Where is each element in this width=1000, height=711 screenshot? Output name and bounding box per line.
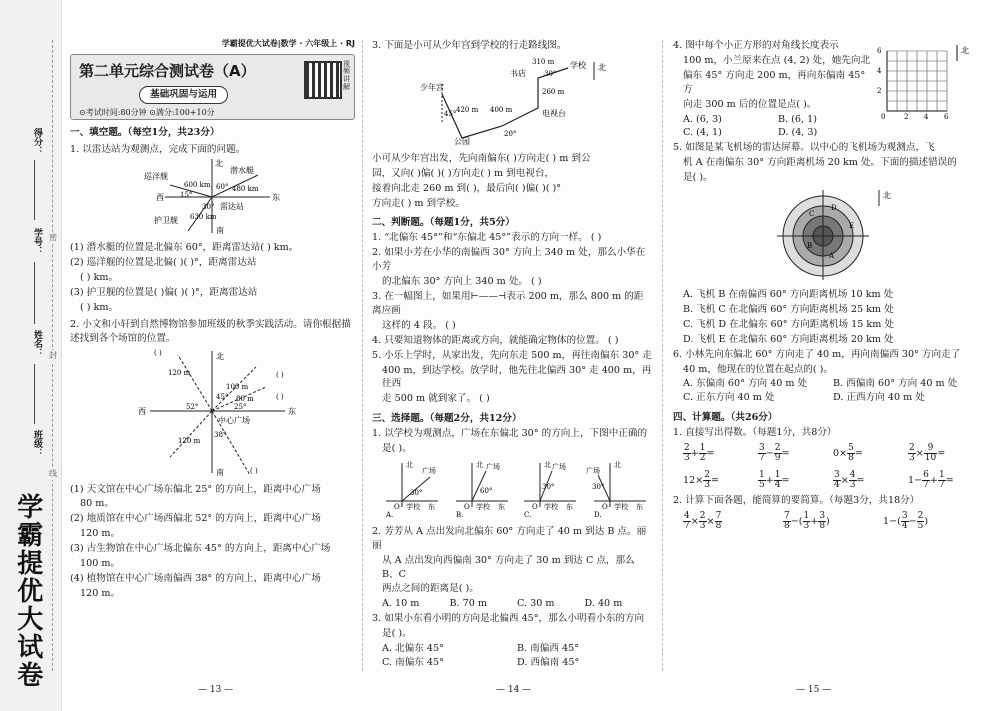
question-text: 1. 直接写出得数。（每题1分，共8分）	[673, 427, 837, 439]
distance-label: 630 km	[190, 213, 217, 222]
score-label: 得分：	[32, 128, 43, 155]
question-text: 是( )。	[382, 628, 412, 640]
distance-label: 310 m	[532, 57, 555, 66]
question-text: 100 m，小兰原来在点 (4, 2) 处，她先向北	[683, 54, 871, 66]
svg-text:O: O	[602, 502, 608, 511]
option[interactable]: D. 正西方向 40 m 处	[833, 392, 925, 404]
east-label: 东	[288, 406, 296, 416]
angle-label: 30°	[544, 69, 557, 78]
column-2	[372, 38, 652, 670]
svg-text:30°: 30°	[410, 488, 423, 497]
plane-label: A	[829, 252, 835, 261]
column-divider	[362, 40, 363, 671]
svg-text:北: 北	[614, 460, 621, 469]
south-label: 南	[216, 467, 224, 477]
calculation-row	[683, 512, 983, 531]
column-divider	[662, 40, 663, 671]
plane-label: C	[809, 210, 815, 219]
question-text: 1. 以雷达站为观测点，完成下面的问题。	[70, 143, 246, 155]
svg-text:A.: A.	[386, 510, 394, 519]
question-text: 3. 在一幅图上，如果用⊢——⊣表示 200 m，那么 800 m 的距离应画	[372, 290, 644, 316]
svg-text:东: 东	[636, 502, 643, 511]
svg-text:30°: 30°	[592, 482, 605, 491]
option[interactable]: D. 飞机 E 在北偏东 60° 方向距离机场 20 km 处	[683, 333, 894, 345]
submarine-label: 潜水艇	[230, 166, 254, 176]
math-item: $\frac{3}{7}$ − $\frac{2}{9}$ =	[759, 443, 790, 464]
question-text: 从 A 点出发向西偏南 30° 方向走了 30 m 到达 C 点，那么 B、C	[382, 554, 635, 580]
distance-label: 260 m	[542, 87, 565, 96]
question-text: 走 500 m 就到家了。 ( )	[382, 393, 490, 405]
angle-label: 20°	[504, 129, 517, 138]
school-label: 学校	[570, 60, 586, 70]
svg-text:学校: 学校	[406, 502, 420, 511]
north-label: 北	[598, 62, 606, 72]
student-no-label: 学号：	[32, 228, 43, 255]
angle-label: 60°	[216, 183, 229, 192]
svg-text:B.: B.	[456, 510, 464, 519]
svg-text:4: 4	[877, 67, 882, 75]
svg-text:6: 6	[877, 47, 882, 55]
question-text: ( ) km。	[80, 301, 119, 313]
svg-text:北: 北	[406, 460, 413, 469]
question-text: (2) 地质馆在中心广场西偏北 52° 的方向上，距离中心广场	[70, 513, 321, 525]
question-text: 向走 300 m 后的位置是点( )。	[683, 98, 817, 110]
option[interactable]: C. 南偏东 45°	[382, 657, 444, 668]
question-text: 40 m，他现在的位置在起点的( )。	[683, 363, 834, 375]
section-heading: 三、选择题。（每题2分，共12分）	[372, 413, 522, 425]
option[interactable]: C. 飞机 D 在北偏东 60° 方向距离机场 15 km 处	[683, 318, 894, 330]
option[interactable]: C. 30 m	[517, 598, 555, 610]
title-box	[70, 54, 355, 120]
svg-text:广场: 广场	[422, 466, 436, 475]
cut-mark: 线	[49, 469, 57, 478]
answer-blank: ( )	[154, 348, 162, 357]
option[interactable]: D. 西偏南 45°	[517, 657, 580, 668]
math-item: $\frac{7}{8}$ −( $\frac{1}{3}$ + $\frac{3}{8}$ )	[784, 510, 830, 531]
brand-logo: 学霸提优大试卷	[12, 493, 43, 689]
question-text: 6. 小林先向东偏北 60° 方向走了 40 m，再向南偏西 30° 方向走了	[673, 348, 961, 360]
west-label: 西	[138, 406, 146, 416]
svg-text:东: 东	[428, 502, 435, 511]
cut-mark: 密	[49, 233, 57, 242]
svg-text:学校: 学校	[614, 502, 628, 511]
angle-label: 15°	[180, 191, 193, 200]
museum-direction-figure	[70, 347, 355, 477]
option[interactable]: B. 飞机 C 在北偏西 60° 方向距离机场 25 km 处	[683, 303, 894, 315]
bookstore-label: 书店	[510, 68, 526, 78]
distance-label: 120 m	[178, 436, 201, 445]
svg-text:广场: 广场	[552, 462, 566, 471]
question-text: 两点之间的距离是( )。	[382, 583, 479, 595]
question-text: 2. 如果小芳在小华的南偏西 30° 方向上 340 m 处，那么小华在小芳	[372, 247, 646, 273]
option-b-diagram	[456, 460, 508, 519]
option[interactable]: C. 正东方向 40 m 处	[683, 392, 775, 404]
question-text: 5. 小乐上学时，从家出发，先向东走 500 m，再往南偏东 30° 走	[372, 349, 652, 361]
angle-label: 30°	[202, 203, 215, 212]
svg-text:30°: 30°	[542, 482, 555, 491]
distance-label: 80 m	[236, 394, 254, 403]
option[interactable]: B. 南偏西 45°	[517, 643, 579, 655]
plane-label: B	[807, 242, 813, 251]
math-item: $\frac{3}{4}$ × $\frac{4}{3}$ =	[834, 470, 865, 491]
plane-label: D	[831, 204, 837, 213]
svg-text:D.: D.	[594, 510, 602, 519]
question-text: 120 m。	[80, 528, 121, 540]
angle-label: 45°	[216, 392, 229, 401]
svg-text:O: O	[464, 502, 470, 511]
math-item: $\frac{2}{3}$ + $\frac{1}{2}$ =	[684, 443, 715, 464]
binding-strip	[0, 0, 62, 711]
question-text: 100 m。	[80, 558, 121, 570]
question-text: (1) 潜水艇的位置是北偏东 60°，距离雷达站( ) km。	[70, 242, 299, 254]
angle-label: 52°	[186, 402, 199, 411]
dashed-ray	[170, 411, 212, 457]
question-text: (3) 古生物馆在中心广场北偏东 45° 的方向上，距离中心广场	[70, 543, 331, 555]
radar-screen-figure	[673, 186, 973, 282]
question-text: 80 m。	[80, 498, 114, 510]
page-number: — 13 —	[198, 684, 234, 695]
svg-text:2: 2	[904, 113, 909, 121]
distance-label: 480 km	[232, 185, 259, 194]
option[interactable]: A. 东偏南 60° 方向 40 m 处	[683, 378, 808, 390]
question-text: (4) 植物馆在中心广场南偏西 38° 的方向上，距离中心广场	[70, 573, 321, 584]
question-text: 4. 只要知道物体的距离或方向，就能确定物体的位置。 ( )	[372, 334, 619, 346]
north-label: 北	[216, 351, 224, 361]
distance-label: 600 km	[184, 181, 211, 190]
answer-blank: ( )	[276, 370, 284, 379]
math-item: $\frac{1}{5}$ + $\frac{1}{4}$ =	[759, 470, 790, 491]
option-a-diagram	[385, 460, 438, 519]
question-text: 方向走( ) m 到学校。	[372, 197, 465, 209]
question-text: 3. 如果小东看小明的方向是北偏西 45°，那么小明看小东的方向	[372, 613, 645, 625]
svg-text:2: 2	[877, 87, 882, 95]
radar-label: 雷达站	[220, 202, 244, 212]
option[interactable]: A. 飞机 B 在南偏西 60° 方向距离机场 10 km 处	[683, 288, 894, 300]
name-label: 姓名：	[32, 330, 43, 357]
angle-label: 45°	[444, 109, 457, 118]
distance-label: 120 m	[168, 368, 191, 377]
question-text: 园，又向( )偏( )( )方向走( ) m 到电视台，	[372, 167, 555, 179]
palace-label: 少年宫	[420, 82, 444, 92]
qr-label: 视频讲解	[343, 59, 350, 91]
question-text: 3. 下面是小可从少年宫到学校的行走路线图。	[372, 40, 567, 51]
choice-options	[673, 113, 873, 141]
math-item: $\frac{4}{7}$ × $\frac{2}{3}$ × $\frac{7}{8}$	[684, 510, 722, 531]
question-text: 120 m。	[80, 587, 121, 599]
question-text: (2) 巡洋舰的位置是北偏( )( )°，距离雷达站	[70, 257, 257, 269]
guard-label: 护卫舰	[154, 216, 178, 226]
option[interactable]: C. (4, 1)	[683, 127, 722, 139]
north-label: 北	[883, 191, 891, 201]
question-text: 2. 计算下面各题，能简算的要简算。（每题3分，共18分）	[673, 495, 920, 507]
math-item: $\frac{2}{3}$ × $\frac{9}{10}$ =	[909, 443, 946, 464]
question-text: 1. “北偏东 45°”和“东偏北 45°”表示的方向一样。 ( )	[372, 232, 602, 244]
svg-text:广场: 广场	[486, 462, 500, 471]
north-label: 北	[961, 46, 969, 55]
choice-diagrams	[372, 457, 652, 519]
question-text: 机 A 在南偏东 30° 方向距离机场 20 km 处。下面的描述错误的	[683, 157, 957, 169]
svg-text:东: 东	[498, 502, 505, 511]
option[interactable]: A. (6, 3)	[683, 113, 722, 125]
choice-options	[673, 377, 983, 405]
park-label: 公园	[454, 136, 470, 146]
question-text: (1) 天文馆在中心广场东偏北 25° 的方向上，距离中心广场	[70, 483, 321, 495]
tv-label: 电视台	[542, 108, 566, 118]
svg-text:C.: C.	[524, 510, 532, 519]
question-text: 400 m，到达学校。放学时，他先往北偏西 30° 走 400 m，再往西	[382, 364, 652, 390]
svg-text:广场: 广场	[586, 466, 600, 475]
math-item: 1− $\frac{6}{7}$ + $\frac{1}{7}$ =	[908, 470, 954, 491]
option[interactable]: B. (6, 1)	[778, 113, 817, 125]
coordinate-grid-figure	[873, 39, 973, 123]
qr-code-icon[interactable]	[304, 61, 342, 99]
question-text: 接着向北走 260 m 到( )，最后向( )偏( )( )°	[372, 182, 562, 194]
cut-mark: 封	[49, 351, 57, 360]
choice-options	[372, 642, 652, 670]
angle-label: 25°	[234, 402, 247, 411]
west-label: 西	[156, 193, 164, 203]
column-1	[70, 38, 355, 602]
answer-blank: ( )	[250, 466, 258, 475]
question-text: ( ) km。	[80, 272, 119, 284]
angle-label: 38°	[214, 430, 227, 439]
route-figure	[372, 54, 652, 146]
page-number: — 15 —	[796, 684, 832, 695]
answer-blank: ( )	[276, 392, 284, 401]
north-label: 北	[215, 159, 223, 169]
question-text: 是( )。	[382, 443, 412, 455]
east-label: 东	[272, 193, 280, 203]
svg-text:北: 北	[544, 460, 551, 469]
route-line	[442, 68, 568, 138]
svg-text:东: 东	[566, 502, 573, 511]
option[interactable]: D. 40 m	[584, 598, 623, 610]
question-text: 小可从少年宫出发，先向南偏东( )方向走( ) m 到公	[372, 152, 591, 164]
svg-text:4: 4	[924, 113, 929, 121]
plane-label: E	[849, 222, 855, 231]
name-line	[34, 262, 35, 324]
svg-text:学校: 学校	[476, 502, 490, 511]
exam-meta: ⊙考试时间:80分钟 ⊙满分:100+10分	[79, 108, 215, 118]
svg-text:O: O	[394, 502, 400, 511]
question-text: 是( )。	[683, 172, 713, 184]
svg-text:60°: 60°	[480, 486, 493, 495]
option[interactable]: A. 北偏东 45°	[382, 643, 444, 655]
math-item: 0× $\frac{5}{8}$ =	[833, 443, 863, 464]
svg-text:北: 北	[476, 460, 483, 469]
mental-math-grid	[683, 444, 983, 490]
choice-options	[372, 597, 652, 611]
student-no-line	[34, 160, 35, 220]
question-text: 2. 芳芳从 A 点出发向北偏东 60° 方向走了 40 m 到达 B 点。丽丽	[372, 525, 647, 551]
question-text: 这样的 4 段。 ( )	[382, 319, 456, 331]
question-text: 1. 以学校为观测点，广场在东偏北 30° 的方向上，下图中正确的	[372, 428, 648, 440]
subtitle-badge: 基础巩固与运用	[139, 86, 228, 104]
option-c-diagram	[524, 460, 576, 519]
distance-label: 100 m	[226, 382, 249, 391]
option[interactable]: B. 70 m	[449, 598, 488, 610]
distance-label: 400 m	[490, 105, 513, 114]
section-heading: 一、填空题。（每空1分，共23分）	[70, 126, 220, 138]
south-label: 南	[216, 226, 224, 236]
section-heading: 四、计算题。（共26分）	[673, 412, 778, 424]
math-item: 12× $\frac{2}{3}$ =	[683, 470, 720, 491]
class-label: 班级：	[32, 430, 43, 457]
svg-text:学校: 学校	[544, 502, 558, 511]
question-text: 5. 如图是某飞机场的雷达屏幕。以中心的飞机场为观测点，飞	[673, 142, 935, 154]
math-item: 1−( $\frac{3}{4}$ − $\frac{2}{5}$ )	[883, 510, 929, 531]
cruiser-label: 巡洋舰	[144, 172, 168, 182]
question-text: (3) 护卫舰的位置是( )偏( )( )°，距离雷达站	[70, 287, 258, 299]
option[interactable]: A. 10 m	[382, 598, 420, 610]
question-text: 2. 小文和小轩到自然博物馆参加班级的秋季实践活动。请你根据描述找到各个场馆的位置。	[70, 318, 351, 344]
svg-text:6: 6	[944, 113, 949, 121]
option[interactable]: B. 西偏南 60° 方向 40 m 处	[833, 378, 958, 390]
class-line	[34, 364, 35, 424]
svg-text:0: 0	[881, 113, 886, 121]
center-label: 中心广场	[218, 415, 250, 425]
page-number: — 14 —	[496, 684, 532, 695]
option[interactable]: D. (4, 3)	[778, 127, 818, 139]
option-d-diagram	[586, 460, 646, 519]
svg-text:O: O	[532, 502, 538, 511]
question-text: 偏东 45° 方向走 200 m，再向东偏南 45° 方	[683, 69, 866, 95]
radar-direction-figure	[70, 157, 355, 235]
distance-label: 420 m	[456, 105, 479, 114]
page-title: 第二单元综合测试卷（A）	[79, 61, 256, 80]
column-3	[673, 38, 983, 531]
header-strip: 学霸提优大试卷|数学 · 六年级上 · RJ	[221, 39, 355, 48]
question-text: 4. 图中每个小正方形的对角线长度表示	[673, 40, 839, 51]
section-heading: 二、判断题。（每题1分，共5分）	[372, 217, 515, 229]
question-text: 的北偏东 30° 方向上 340 m 处。 ( )	[382, 276, 542, 288]
